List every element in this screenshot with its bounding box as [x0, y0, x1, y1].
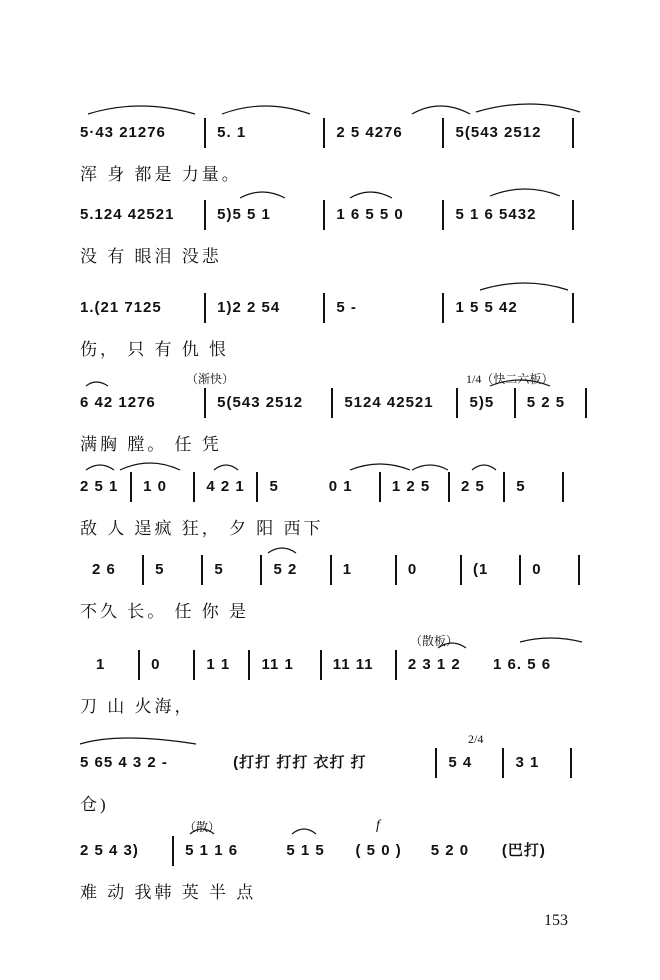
- measure: 2 5 1: [80, 477, 119, 495]
- lyrics-row: 满胸 膛。 任 凭: [80, 435, 222, 454]
- measure: 2 3 1 2: [407, 655, 461, 673]
- dynamic-marking: f: [376, 818, 380, 833]
- measure: 0: [532, 560, 542, 578]
- measure: 2 6: [92, 560, 116, 578]
- slur: [86, 382, 108, 386]
- slur: [480, 283, 568, 290]
- lyrics-row: 敌 人 逞疯 狂， 夕 阳 西下: [80, 519, 324, 538]
- slur: [268, 548, 296, 553]
- slur: [412, 465, 448, 470]
- measure: 1 6 5 5 0: [336, 205, 404, 223]
- slur: [240, 192, 285, 198]
- measure: 5 1 1 6: [185, 841, 239, 859]
- measure: 5 65 4 3 2 -: [80, 753, 168, 771]
- slur: [214, 465, 238, 470]
- measure: 1: [96, 655, 106, 673]
- measure: 1 0: [143, 477, 168, 495]
- measure: 3 1: [515, 753, 540, 771]
- measure: 11 1: [261, 655, 294, 673]
- measure: 5: [269, 477, 279, 495]
- measure: 1.(21 7125: [80, 298, 162, 316]
- measure: (1: [473, 560, 489, 578]
- slur: [190, 829, 214, 834]
- slur: [350, 192, 392, 198]
- lyrics-row: 没 有 眼泪 没悲: [80, 247, 222, 266]
- lyrics-row: 仓): [80, 795, 109, 814]
- measure: 1)2 2 54: [217, 298, 281, 316]
- lyrics-row: 不久 长。 任 你 是: [80, 602, 249, 621]
- slur: [120, 463, 180, 470]
- measure: 5)5 5 1: [217, 205, 271, 223]
- slur: [476, 104, 580, 112]
- lyrics-row: 刀 山 火海，: [80, 697, 195, 716]
- measure: 5124 42521: [344, 393, 434, 411]
- measure: 5: [155, 560, 165, 578]
- slur: [222, 106, 310, 114]
- slur: [472, 465, 496, 470]
- measure: 1 1: [206, 655, 231, 673]
- slur: [88, 106, 195, 114]
- measure: 2 5 4 3): [80, 841, 139, 859]
- measure: 5 -: [336, 298, 357, 316]
- lyrics-row: 浑 身 都是 力量。: [80, 165, 242, 184]
- measure: 2 5 4276: [336, 123, 403, 141]
- measure: 5: [214, 560, 224, 578]
- measure: 5 2 0: [430, 841, 470, 859]
- measure: 0: [407, 560, 418, 578]
- measure: 2 5: [461, 477, 485, 495]
- measure: 6 42 1276: [80, 393, 156, 411]
- slur: [520, 638, 582, 642]
- lyrics-row: 伤， 只 有 仇 恨: [80, 340, 229, 359]
- measure: (打打 打打 衣打 打: [233, 753, 367, 771]
- measure: 5 2 5: [526, 393, 566, 411]
- measure: 0 1: [328, 477, 353, 495]
- slur: [292, 829, 316, 834]
- measure: 1: [342, 560, 353, 578]
- slur: [438, 643, 466, 648]
- measure: 1 2 5: [391, 477, 431, 495]
- measure: 5 1 6 5432: [455, 205, 537, 223]
- measure: 5. 1: [217, 123, 247, 141]
- measure: 0: [151, 655, 161, 673]
- measure: 5·43 21276: [80, 123, 166, 141]
- tempo-annotation: （散板）: [410, 634, 459, 648]
- measure: 1 6. 5 6: [493, 655, 552, 673]
- measure: 5 2: [273, 560, 298, 578]
- slur: [490, 189, 560, 196]
- measure: 5 1 5: [286, 841, 325, 859]
- measure: 5 4: [448, 753, 473, 771]
- measure: 5.124 42521: [80, 205, 175, 223]
- tempo-annotation: 1/4（快二六板）: [466, 372, 554, 386]
- tempo-annotation: （渐快）: [186, 372, 235, 386]
- slur: [412, 106, 470, 114]
- measure: 4 2 1: [206, 477, 245, 495]
- measure: 1 5 5 42: [455, 298, 518, 316]
- page-number: 153: [544, 912, 568, 929]
- lyrics-row: 难 动 我韩 英 半 点: [80, 883, 257, 902]
- measure: 5(543 2512: [455, 123, 542, 141]
- slur: [86, 465, 114, 470]
- measure: (巴打): [501, 841, 546, 859]
- measure: 11 11: [332, 655, 374, 673]
- measure: ( 5 0 ): [355, 841, 402, 859]
- time-signature: 2/4: [468, 732, 484, 746]
- measure: 5(543 2512: [217, 393, 304, 411]
- tempo-annotation: （散）: [184, 820, 221, 834]
- measure: 5)5: [469, 393, 495, 411]
- slur: [350, 464, 410, 470]
- slur: [80, 738, 196, 744]
- slur: [490, 380, 550, 386]
- measure: 5: [516, 477, 526, 495]
